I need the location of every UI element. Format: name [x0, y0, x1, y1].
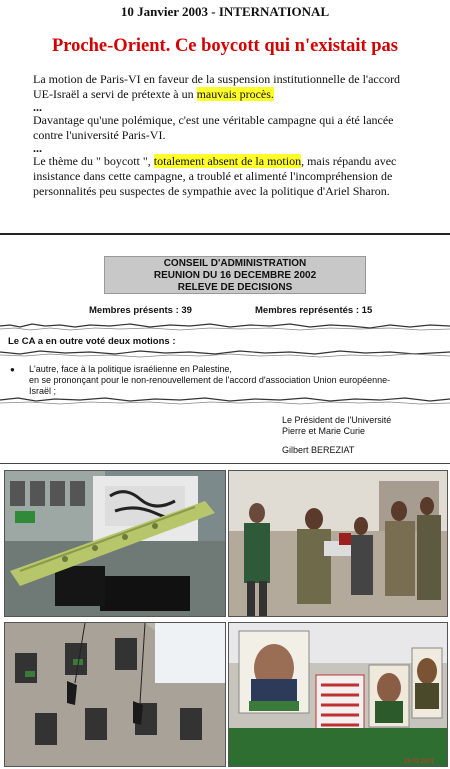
torn-edge-2 — [0, 347, 450, 359]
paragraph-3 — [33, 154, 419, 199]
highlight-absent-motion: totalement absent de la motion — [153, 154, 302, 168]
ellipsis-2: ... — [33, 141, 42, 155]
signature-block — [282, 415, 391, 456]
photo-building-rappel — [4, 622, 226, 767]
motions-title: Le CA a en outre voté deux motions : — [8, 336, 176, 347]
separator-top — [0, 233, 450, 235]
bullet-icon: ● — [10, 365, 15, 374]
article-body — [33, 72, 419, 199]
dateline: 10 Janvier 2003 - INTERNATIONAL — [120, 4, 330, 19]
paragraph-2: Davantage qu'une polémique, c'est une véritable campagne qui a été lancée contre l'université Paris-VI. — [33, 113, 394, 142]
motion-line1: L'autre, face à la politique israélienne en Palestine, — [29, 364, 232, 374]
council-header-line3: RELEVE DE DECISIONS — [177, 282, 293, 293]
highlight-mauvais-proces: mauvais procès. — [196, 87, 274, 101]
headline: Proche-Orient. Ce boycott qui n'existait pas — [52, 36, 398, 56]
motion-text — [29, 364, 449, 397]
signature-name: Gilbert BEREZIAT — [282, 445, 355, 455]
council-header — [104, 256, 366, 294]
motion-line2: en se prononçant pour le non-renouvellement de l'accord d'association Union européenne- — [29, 375, 391, 385]
signature-line1: Le Président de l'Université — [282, 415, 392, 425]
photo-armed-crowd — [228, 470, 448, 617]
members-represented: Membres représentés : 15 — [255, 305, 373, 316]
separator-bottom — [0, 463, 450, 464]
photo-martyr-posters — [228, 622, 448, 767]
council-header-line1: CONSEIL D'ADMINISTRATION — [163, 258, 307, 269]
signature-line2: Pierre et Marie Curie — [282, 426, 366, 436]
torn-edge-1 — [0, 320, 450, 332]
members-present: Membres présents : 39 — [89, 305, 192, 316]
paragraph-3-post: , mais répandu avec insistance dans cette campagne, a troublé et alimenté l'incompréhension de personnalités peu suspectes de sympathie avec la politique d'Ariel Sharon. — [33, 154, 397, 198]
paragraph-3-pre: Le thème du " boycott ", — [33, 154, 154, 168]
poster-date: 28 02 2001 — [404, 759, 435, 765]
paragraph-1 — [33, 72, 419, 102]
motion-line3: Israël ; — [29, 386, 57, 396]
torn-edge-3 — [0, 394, 450, 406]
council-header-line2: REUNION DU 16 DECEMBRE 2002 — [153, 270, 317, 281]
paragraph-1-text: La motion de Paris-VI en faveur de la suspension institutionnelle de l'accord UE-Israël a servi de prétexte à un — [33, 72, 401, 101]
ellipsis-1: ... — [33, 100, 42, 114]
photo-rocket-launcher — [4, 470, 226, 617]
